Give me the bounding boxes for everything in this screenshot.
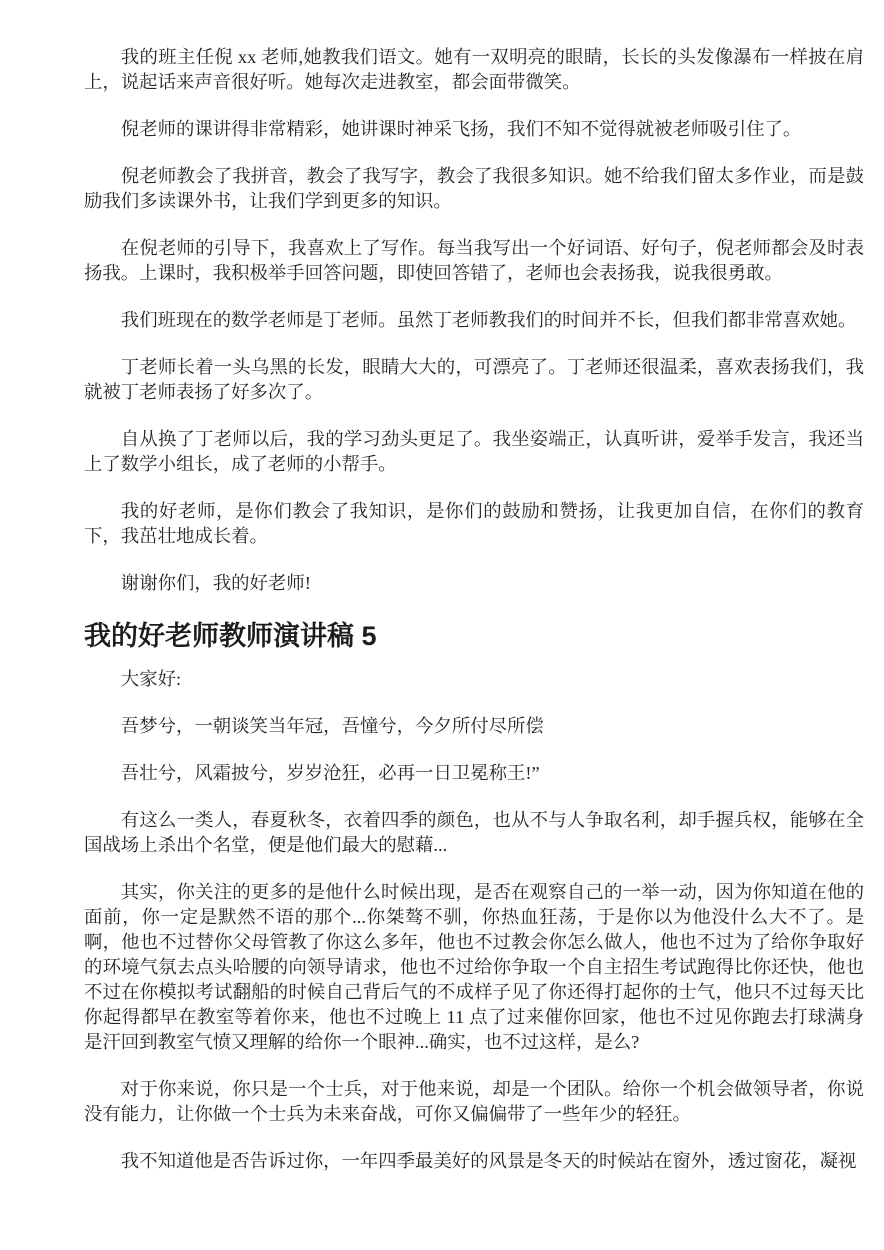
- paragraph: 我们班现在的数学老师是丁老师。虽然丁老师教我们的时间并不长，但我们都非常喜欢她。: [120, 310, 857, 330]
- paragraph: 对于你来说，你只是一个士兵，对于他来说，却是一个团队。给你一个机会做领导者，你说没有能力，让你做一个士兵为未来奋战，可你又偏偏带了一些年少的轻狂。: [84, 1079, 864, 1124]
- paragraph: 吾壮兮，风霜披兮，岁岁沧狂，必再一日卫冕称王!”: [120, 763, 540, 783]
- paragraph: 倪老师的课讲得非常精彩，她讲课时神采飞扬，我们不知不觉得就被老师吸引住了。: [120, 119, 802, 139]
- paragraph: 在倪老师的引导下，我喜欢上了写作。每当我写出一个好词语、好句子，倪老师都会及时表扬我。上课时，我积极举手回答问题，即使回答错了，老师也会表扬我，说我很勇敢。: [84, 238, 864, 283]
- paragraph: 大家好:: [120, 669, 182, 689]
- paragraph: 我的班主任倪 xx 老师,她教我们语文。她有一双明亮的眼睛，长长的头发像瀑布一样披在肩上，说起话来声音很好听。她每次走进教室，都会面带微笑。: [84, 47, 864, 92]
- paragraph: 倪老师教会了我拼音，教会了我写字，教会了我很多知识。她不给我们留太多作业，而是鼓励我们多读课外书，让我们学到更多的知识。: [84, 166, 864, 211]
- paragraph: 我的好老师，是你们教会了我知识，是你们的鼓励和赞扬，让我更加自信，在你们的教育下，我茁壮地成长着。: [84, 501, 864, 546]
- paragraph: 丁老师长着一头乌黑的长发，眼睛大大的，可漂亮了。丁老师还很温柔，喜欢表扬我们，我就被丁老师表扬了好多次了。: [84, 357, 864, 402]
- section-heading: 我的好老师教师演讲稿 5: [84, 621, 377, 651]
- paragraph: 有这么一类人，春夏秋冬，衣着四季的颜色，也从不与人争取名利，却手握兵权，能够在全国战场上杀出个名堂，便是他们最大的慰藉...: [84, 810, 864, 855]
- paragraph: 自从换了丁老师以后，我的学习劲头更足了。我坐姿端正，认真听讲，爱举手发言，我还当上了数学小组长，成了老师的小帮手。: [84, 429, 864, 474]
- paragraph: 我不知道他是否告诉过你，一年四季最美好的风景是冬天的时候站在窗外，透过窗花，凝视: [120, 1151, 857, 1171]
- paragraph: 吾梦兮，一朝谈笑当年冠，吾憧兮，今夕所付尽所偿: [120, 716, 544, 736]
- paragraph: 其实，你关注的更多的是他什么时候出现，是否在观察自己的一举一动，因为你知道在他的面前，你一定是默然不语的那个...你桀骜不驯，你热血狂荡，于是你以为他没什么大不了。是啊，他也不过替你父母管教了你这么多年，他也不过教会你怎么做人，他也不过为了给你争取好的环境气氛去点头哈腰的向领导请求，他也不过给你争取一个自主招生考试跑得比你还快，他也不过在你模拟考试翻船的时候自己背后气的不成样子见了你还得打起你的士气，他只不过每天比你起得都早在教室等着你来，他也不过晚上 11 点了过来催你回家，他也不过见你跑去打球满身是汗回到教室气愤又理解的给你一个眼神...确实，也不过这样，是么?: [84, 882, 864, 1052]
- paragraph: 谢谢你们，我的好老师!: [120, 573, 311, 593]
